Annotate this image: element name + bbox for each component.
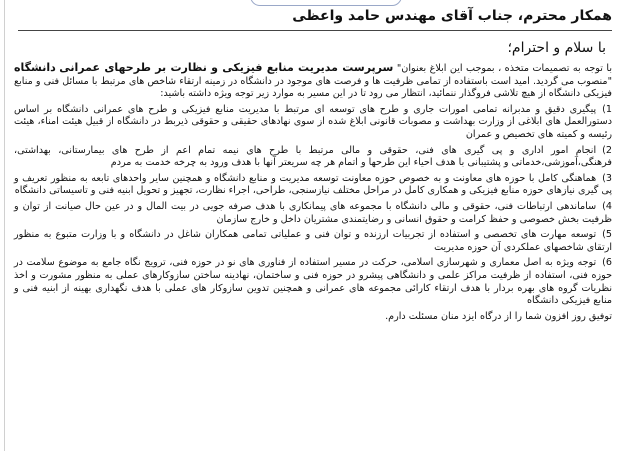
list-item-6: [14, 257, 612, 307]
item-number: 5): [602, 229, 612, 241]
letter-body: [14, 62, 612, 323]
appointment-unit: دانشگاه: [14, 61, 56, 74]
top-frame-decoration: [250, 0, 402, 6]
item-text: انجام امور اداری و پی گیری های فنی، حقوقی و مالی مرتبط با طرح های نیمه تمام اعم از طرح های بیمارستانی، بهداشتی، فرهنگی،آموزشی،خدماتی و پشتیبانی با هدف احیاء این طرحها و اتمام هر چه سریعتر آنها با هدف ورود به چرخه خدمت به مردم: [14, 144, 612, 169]
item-number: 4): [602, 200, 612, 212]
item-text: ساماندهی ارتباطات فنی، حقوقی و مالی دانشگاه با مجموعه های پیمانکاری با هدف صرفه جویی در بیت المال و در عین حال صیانت از توان و ظرفیت بخش خصوصی و حفظ کرامت و حقوق انسانی و رضایتمندی مشتریان داخل و خارج سازمان: [14, 200, 612, 225]
item-text: هماهنگی کامل با حوزه های معاونت و به خصوص حوزه معاونت توسعه مدیریت و منابع دانشگاه و همچنین سایر واحدهای تابعه به منظور تعریف و پی گیری نیازهای حوزه منابع فیزیکی و همکاری کامل در مراحل مختلف نیازسنجی، طراحی، اجراء نظارت، تجهیز و تحویل ابنیه فنی و تاسیساتی دانشگاه: [14, 172, 612, 197]
item-text: توجه ویژه به اصل معماری و شهرسازی اسلامی، حرکت در مسیر استفاده از فناوری های نو در حوزه فنی، ترویج نگاه جامع به موضوع سلامت در حوزه فنی، استفاده از ظرفیت مراکز علمی و دانشگاهی پیشرو در حوزه فنی و ساختمان، نهادینه ساختن سازوکارهای عملی به منظور مشورت و اخذ نظریات گروه های بهره بردار با هدف ارتقاء کارائی مجموعه های عمرانی و همچنین تدوین سازوکار های عملی با هدف نگهداری بهینه از ابنیه فنی و منابع فیزیکی دانشگاه: [14, 257, 612, 307]
intro-paragraph: [14, 62, 612, 101]
list-item-2: [14, 145, 612, 170]
intro-part2: "منصوب می گردید. امید است باستفاده از تمامی ظرفیت ها و فرصت های موجود در دانشگاه در زمینه ارتقاء شاخص های مرتبط با مسائل فنی و منابع فیزیکی دانشگاه از هیچ تلاشی فروگذار ننمائید، انتظار می رود تا در این مسیر به موارد زیر توجه ویژه داشته باشید:: [14, 75, 612, 100]
left-edge-line: [4, 0, 5, 451]
item-number: 6): [602, 257, 612, 269]
item-number: 1): [602, 103, 612, 115]
header-divider: [18, 30, 612, 31]
item-text: توسعه مهارت های تخصصی و استفاده از تجربیات ارزنده و توان فنی و عملیاتی تمامی همکاران شاغل در دانشگاه و با وزارت متبوع به منظور ارتقای شاخصهای عملکردی آن حوزه مدیریت: [14, 229, 612, 253]
list-item-4: [14, 201, 612, 226]
item-text: پیگیری دقیق و مدبرانه تمامی امورات جاری و طرح های توسعه ای مرتبط با مدیریت منابع فیزیکی و طرح های عمرانی دانشگاه بر اساس دستورالعمل های ابلاغی از وزارت بهداشت و مصوبات قانونی ابلاغ شده از سوی نهادهای حقیقی و حقوقی ذیربط در دانشگاه از قبیل هیئت امناء، هیئت رئیسه و کمیته های تخصیص و عمران: [14, 103, 612, 140]
intro-part1: با توجه به تصمیمات متخذه ، بموجب این ابلاغ بعنوان": [396, 63, 613, 74]
closing-line: توفیق روز افزون شما را از درگاه ایزد منان مسئلت دارم.: [385, 310, 612, 322]
item-number: 3): [602, 172, 612, 184]
appointment-role: سرپرست مدیریت منابع فیزیکی و نظارت بر طرحهای عمرانی: [59, 61, 394, 74]
list-item-5: [14, 229, 612, 254]
list-item-3: [14, 173, 612, 198]
recipient-title: همکار محترم، جناب آقای مهندس حامد واعظی: [292, 8, 612, 24]
list-item-1: [14, 104, 612, 142]
item-number: 2): [602, 144, 612, 156]
greeting: با سلام و احترام؛: [507, 40, 606, 56]
